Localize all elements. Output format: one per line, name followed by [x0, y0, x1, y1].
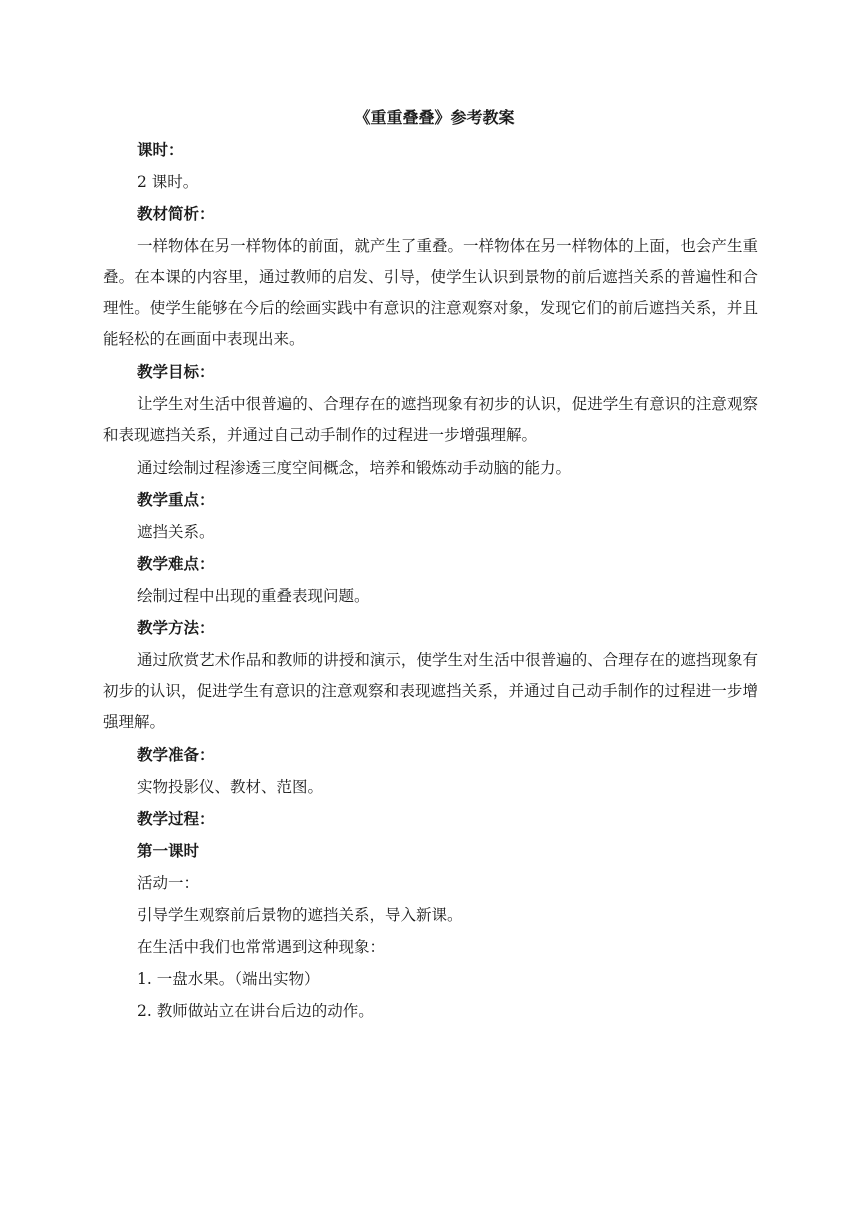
difficulties-text: 绘制过程中出现的重叠表现问题。 — [137, 587, 370, 605]
textbook-analysis-paragraph: 一样物体在另一样物体的前面，就产生了重叠。一样物体在另一样物体的上面，也会产生重叠。在本课的内容里，通过教师的启发、引导，使学生认识到景物的前后遮挡关系的普遍性和合理性。使学生能够在今后的绘画实践中有意识的注意观察对象，发现它们的前后遮挡关系，并且能轻松的在画面中表现出来。 — [103, 237, 758, 348]
lesson-line: 在生活中我们也常常遇到这种现象： — [137, 938, 386, 956]
section-heading-teaching-process: 教学过程： — [137, 809, 215, 828]
section-heading-preparation: 教学准备： — [137, 745, 215, 764]
section-heading-teaching-methods: 教学方法： — [137, 618, 215, 637]
teaching-goals-paragraph-2: 通过绘制过程渗透三度空间概念，培养和锻炼动手动脑的能力。 — [137, 459, 572, 477]
lesson-line: 活动一： — [137, 874, 200, 892]
lesson-line: 2. 教师做站立在讲台后边的动作。 — [137, 1002, 374, 1020]
document-body — [103, 108, 758, 1033]
preparation-text: 实物投影仪、教材、范图。 — [137, 778, 324, 796]
section-heading-teaching-goals: 教学目标： — [137, 362, 215, 381]
lesson-line: 引导学生观察前后景物的遮挡关系，导入新课。 — [137, 906, 463, 924]
class-hours-text: 2 课时。 — [137, 173, 199, 191]
teaching-goals-paragraph-1: 让学生对生活中很普遍的、合理存在的遮挡现象有初步的认识，促进学生有意识的注意观察和表现遮挡关系，并通过自己动手制作的过程进一步增强理解。 — [103, 395, 758, 444]
section-heading-class-hours: 课时： — [137, 140, 184, 159]
lesson-line: 1. 一盘水果。（端出实物） — [137, 970, 320, 988]
key-points-text: 遮挡关系。 — [137, 523, 215, 541]
teaching-methods-paragraph: 通过欣赏艺术作品和教师的讲授和演示，使学生对生活中很普遍的、合理存在的遮挡现象有初步的认识，促进学生有意识的注意观察和表现遮挡关系，并通过自己动手制作的过程进一步增强理解。 — [103, 651, 758, 731]
document-title: 《重重叠叠》参考教案 — [354, 108, 515, 127]
section-heading-textbook-analysis: 教材简析： — [137, 204, 215, 223]
lesson-subheading: 第一课时 — [137, 841, 200, 860]
section-heading-difficulties: 教学难点： — [137, 554, 215, 573]
section-heading-key-points: 教学重点： — [137, 490, 215, 509]
